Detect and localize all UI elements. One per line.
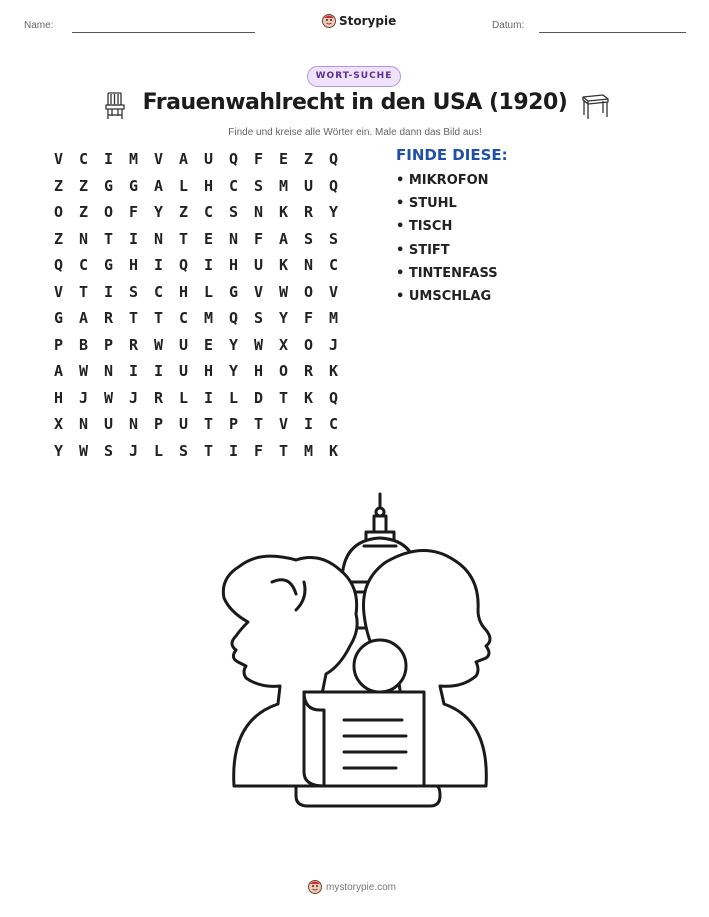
grid-cell[interactable]: Q: [328, 388, 339, 407]
grid-cell[interactable]: I: [153, 362, 164, 380]
grid-cell[interactable]: W: [78, 441, 89, 460]
grid-cell[interactable]: J: [128, 388, 139, 407]
grid-cell[interactable]: N: [153, 229, 164, 248]
grid-cell[interactable]: K: [328, 441, 339, 460]
letter-grid: [46, 146, 346, 464]
grid-cell[interactable]: C: [78, 256, 89, 274]
grid-cell[interactable]: D: [253, 388, 264, 407]
grid-cell[interactable]: U: [203, 150, 214, 168]
grid-cell[interactable]: S: [303, 229, 314, 248]
grid-cell[interactable]: T: [178, 229, 189, 248]
name-line[interactable]: [72, 32, 255, 33]
grid-cell[interactable]: L: [153, 441, 164, 460]
grid-cell[interactable]: M: [278, 176, 289, 195]
grid-cell[interactable]: R: [103, 309, 114, 327]
grid-cell[interactable]: R: [153, 388, 164, 407]
word-item: • UMSCHLAG: [396, 288, 492, 304]
grid-cell[interactable]: U: [103, 415, 114, 433]
grid-cell[interactable]: L: [203, 282, 214, 301]
grid-cell[interactable]: E: [278, 150, 289, 168]
grid-cell[interactable]: Y: [153, 203, 164, 221]
grid-cell[interactable]: Z: [78, 203, 89, 221]
grid-cell[interactable]: T: [203, 415, 214, 433]
grid-cell[interactable]: Q: [328, 176, 339, 195]
grid-cell[interactable]: C: [228, 176, 239, 195]
grid-cell[interactable]: F: [303, 309, 314, 327]
grid-cell[interactable]: T: [78, 282, 89, 301]
grid-cell[interactable]: I: [103, 282, 114, 301]
word-item: • TINTENFASS: [396, 265, 498, 281]
grid-cell[interactable]: C: [328, 415, 339, 433]
grid-cell[interactable]: K: [303, 388, 314, 407]
grid-cell[interactable]: L: [178, 388, 189, 407]
grid-cell[interactable]: A: [53, 362, 64, 380]
grid-cell[interactable]: P: [103, 335, 114, 354]
grid-cell[interactable]: I: [103, 150, 114, 168]
grid-cell[interactable]: M: [128, 150, 139, 168]
grid-cell[interactable]: U: [178, 335, 189, 354]
grid-cell[interactable]: A: [78, 309, 89, 327]
grid-cell[interactable]: Q: [228, 309, 239, 327]
grid-cell[interactable]: G: [103, 176, 114, 195]
grid-cell[interactable]: P: [228, 415, 239, 433]
grid-cell[interactable]: G: [128, 176, 139, 195]
suffrage-coloring-illustration[interactable]: [200, 490, 520, 820]
grid-cell[interactable]: V: [53, 282, 64, 301]
chair-icon: [102, 91, 128, 121]
grid-cell[interactable]: F: [253, 229, 264, 248]
grid-cell[interactable]: Q: [328, 150, 339, 168]
grid-cell[interactable]: K: [328, 362, 339, 380]
grid-cell[interactable]: A: [278, 229, 289, 248]
storypie-logo-icon: [322, 14, 336, 28]
grid-cell[interactable]: S: [253, 176, 264, 195]
word-item: • STUHL: [396, 196, 457, 212]
grid-cell[interactable]: I: [128, 229, 139, 248]
grid-cell[interactable]: Z: [53, 176, 64, 195]
grid-cell[interactable]: C: [178, 309, 189, 327]
grid-cell[interactable]: G: [103, 256, 114, 274]
grid-cell[interactable]: V: [153, 150, 164, 168]
grid-cell[interactable]: V: [278, 415, 289, 433]
grid-cell[interactable]: H: [178, 282, 189, 301]
grid-cell[interactable]: W: [253, 335, 264, 354]
grid-cell[interactable]: T: [278, 441, 289, 460]
grid-cell[interactable]: Y: [228, 335, 239, 354]
grid-cell[interactable]: J: [78, 388, 89, 407]
grid-cell[interactable]: N: [253, 203, 264, 221]
grid-cell[interactable]: N: [78, 229, 89, 248]
grid-cell[interactable]: H: [228, 256, 239, 274]
grid-cell[interactable]: Q: [228, 150, 239, 168]
grid-cell[interactable]: P: [53, 335, 64, 354]
grid-cell[interactable]: H: [253, 362, 264, 380]
grid-cell[interactable]: I: [303, 415, 314, 433]
grid-cell[interactable]: K: [278, 203, 289, 221]
brand-name: Storypie: [339, 14, 397, 28]
grid-cell[interactable]: S: [328, 229, 339, 248]
grid-cell[interactable]: S: [103, 441, 114, 460]
grid-cell[interactable]: T: [253, 415, 264, 433]
grid-cell[interactable]: M: [203, 309, 214, 327]
grid-cell[interactable]: U: [303, 176, 314, 195]
grid-cell[interactable]: M: [303, 441, 314, 460]
grid-cell[interactable]: V: [253, 282, 264, 301]
instructions: Finde und kreise alle Wörter ein. Male dann das Bild aus!: [228, 127, 482, 138]
grid-cell[interactable]: Z: [178, 203, 189, 221]
grid-cell[interactable]: O: [103, 203, 114, 221]
grid-cell[interactable]: N: [303, 256, 314, 274]
grid-cell[interactable]: A: [178, 150, 189, 168]
grid-cell[interactable]: O: [53, 203, 64, 221]
grid-cell[interactable]: S: [253, 309, 264, 327]
grid-cell[interactable]: N: [78, 415, 89, 433]
grid-cell[interactable]: W: [153, 335, 164, 354]
grid-cell[interactable]: G: [228, 282, 239, 301]
grid-cell[interactable]: X: [53, 415, 64, 433]
grid-cell[interactable]: S: [178, 441, 189, 460]
grid-cell[interactable]: Y: [53, 441, 64, 460]
grid-cell[interactable]: X: [278, 335, 289, 354]
grid-cell[interactable]: J: [128, 441, 139, 460]
brand: [322, 14, 396, 28]
grid-cell[interactable]: R: [303, 203, 314, 221]
grid-cell[interactable]: I: [203, 256, 214, 274]
grid-cell[interactable]: C: [78, 150, 89, 168]
grid-cell[interactable]: I: [128, 362, 139, 380]
grid-cell[interactable]: F: [253, 150, 264, 168]
grid-cell[interactable]: L: [228, 388, 239, 407]
grid-cell[interactable]: N: [103, 362, 114, 380]
grid-cell[interactable]: U: [178, 415, 189, 433]
grid-cell[interactable]: P: [153, 415, 164, 433]
grid-cell[interactable]: T: [153, 309, 164, 327]
word-item: • MIKROFON: [396, 173, 489, 188]
grid-cell[interactable]: L: [178, 176, 189, 195]
grid-cell[interactable]: S: [128, 282, 139, 301]
grid-cell[interactable]: C: [328, 256, 339, 274]
grid-cell[interactable]: R: [128, 335, 139, 354]
grid-cell[interactable]: H: [203, 362, 214, 380]
grid-cell[interactable]: K: [278, 256, 289, 274]
grid-cell[interactable]: C: [153, 282, 164, 301]
grid-cell[interactable]: V: [328, 282, 339, 301]
grid-cell[interactable]: T: [128, 309, 139, 327]
grid-cell[interactable]: Y: [328, 203, 339, 221]
word-list: [396, 172, 498, 311]
grid-cell[interactable]: I: [153, 256, 164, 274]
grid-cell[interactable]: M: [328, 309, 339, 327]
grid-cell[interactable]: Z: [78, 176, 89, 195]
grid-cell[interactable]: E: [203, 229, 214, 248]
word-list-heading: FINDE DIESE:: [396, 146, 508, 164]
footer: [308, 880, 396, 894]
category-badge: WORT-SUCHE: [307, 66, 401, 87]
grid-cell[interactable]: Q: [178, 256, 189, 274]
grid-cell[interactable]: N: [128, 415, 139, 433]
word-item: • STIFT: [396, 242, 450, 258]
word-item: • TISCH: [396, 219, 453, 235]
grid-cell[interactable]: W: [278, 282, 289, 301]
grid-cell[interactable]: O: [303, 335, 314, 354]
grid-cell[interactable]: F: [253, 441, 264, 460]
grid-cell[interactable]: C: [203, 203, 214, 221]
grid-cell[interactable]: S: [228, 203, 239, 221]
name-label: Name:: [24, 20, 54, 31]
date-label: Datum:: [492, 20, 525, 31]
grid-cell[interactable]: H: [128, 256, 139, 274]
page-title: Frauenwahlrecht in den USA (1920): [142, 90, 568, 115]
grid-cell[interactable]: I: [203, 388, 214, 407]
grid-cell[interactable]: O: [278, 362, 289, 380]
grid-cell[interactable]: O: [303, 282, 314, 301]
grid-cell[interactable]: I: [228, 441, 239, 460]
date-line[interactable]: [539, 32, 686, 33]
grid-cell[interactable]: U: [253, 256, 264, 274]
grid-cell[interactable]: Z: [303, 150, 314, 168]
grid-cell[interactable]: E: [203, 335, 214, 354]
grid-cell[interactable]: R: [303, 362, 314, 380]
grid-cell[interactable]: U: [178, 362, 189, 380]
storypie-logo-icon: [308, 880, 322, 894]
grid-cell[interactable]: T: [103, 229, 114, 248]
grid-cell[interactable]: F: [128, 203, 139, 221]
grid-cell[interactable]: T: [278, 388, 289, 407]
grid-cell[interactable]: N: [228, 229, 239, 248]
grid-cell[interactable]: A: [153, 176, 164, 195]
grid-cell[interactable]: J: [328, 335, 339, 354]
footer-url[interactable]: mystorypie.com: [326, 881, 397, 893]
grid-cell[interactable]: V: [53, 150, 64, 168]
grid-cell[interactable]: Z: [53, 229, 64, 248]
grid-cell[interactable]: T: [203, 441, 214, 460]
grid-cell[interactable]: H: [53, 388, 64, 407]
grid-cell[interactable]: B: [78, 335, 89, 354]
grid-cell[interactable]: W: [78, 362, 89, 380]
grid-cell[interactable]: Q: [53, 256, 64, 274]
grid-cell[interactable]: G: [53, 309, 64, 327]
table-icon: [580, 91, 610, 121]
grid-cell[interactable]: Y: [228, 362, 239, 380]
grid-cell[interactable]: Y: [278, 309, 289, 327]
grid-cell[interactable]: W: [103, 388, 114, 407]
grid-cell[interactable]: H: [203, 176, 214, 195]
